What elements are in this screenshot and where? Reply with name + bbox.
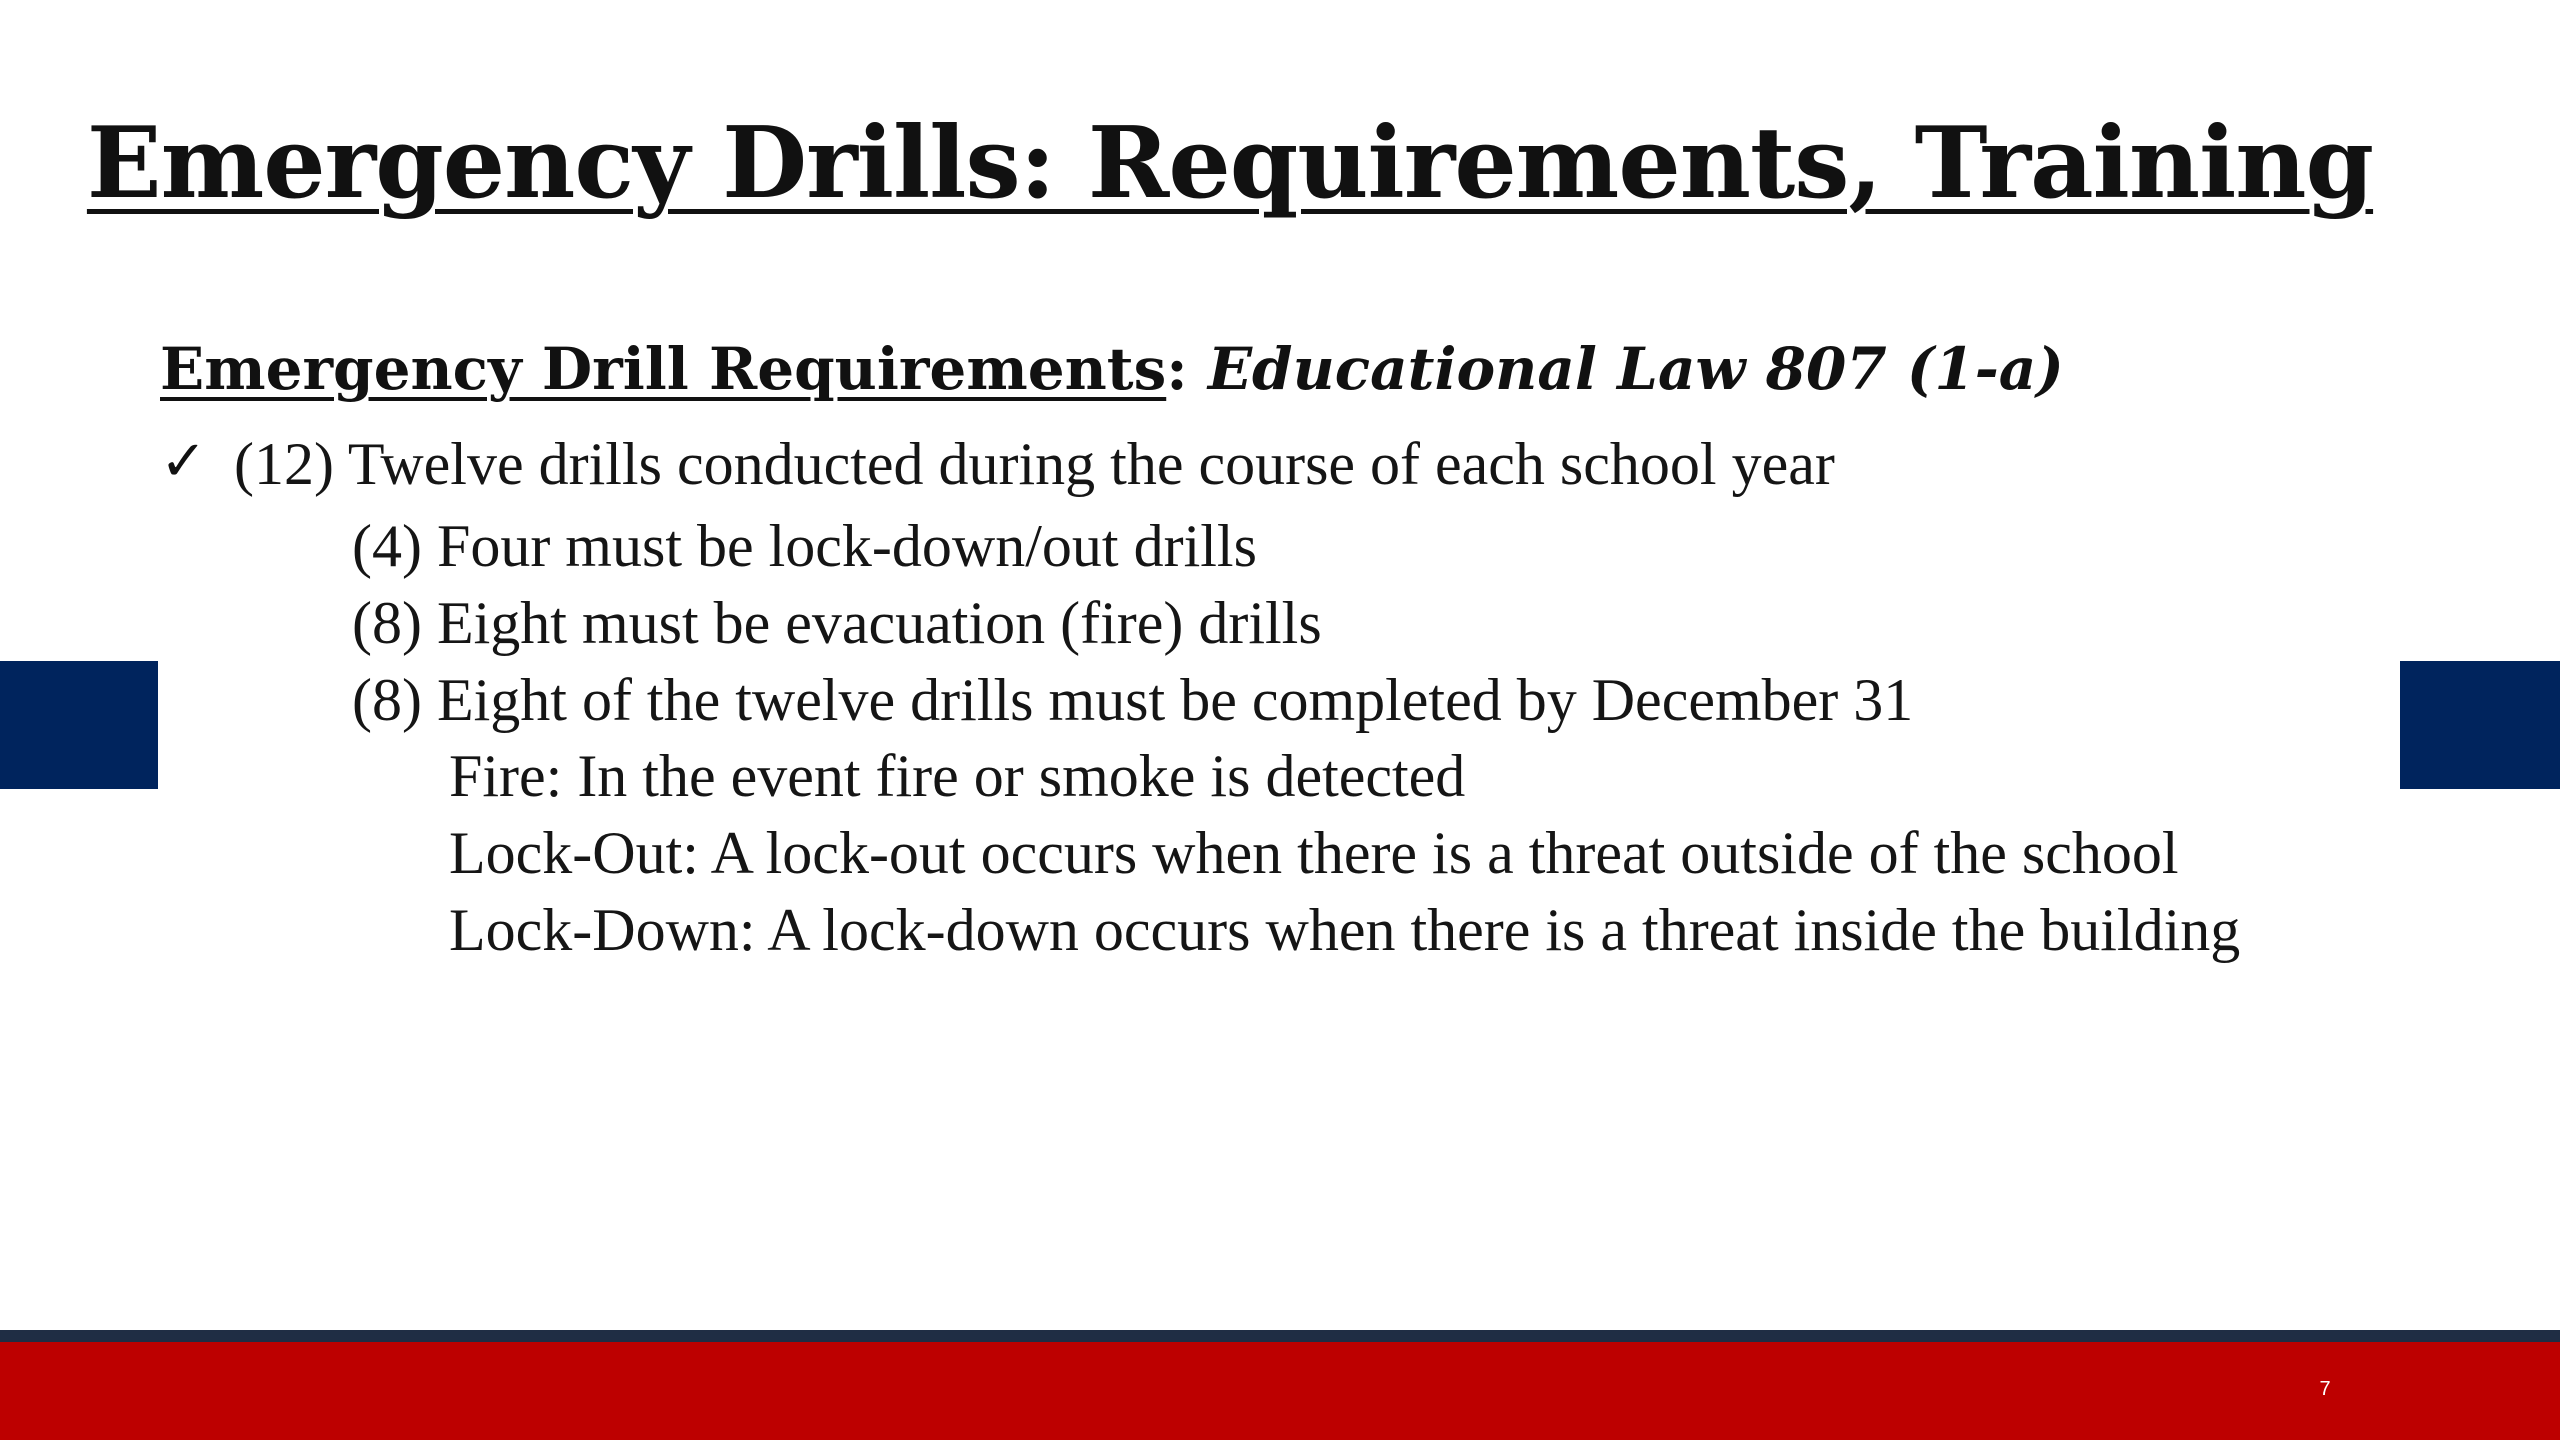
footer-bar: [0, 1342, 2560, 1440]
slide-title: Emergency Drills: Requirements, Training: [86, 106, 2374, 221]
definition-fire: Fire: In the event fire or smoke is detected: [449, 743, 1466, 809]
page-number: 7: [2319, 1378, 2331, 1400]
section-heading-label: Emergency Drill Requirements: [160, 335, 1167, 403]
right-accent-block: [2400, 661, 2560, 789]
requirement-line-main: (12) Twelve drills conducted during the course of each school year: [234, 431, 1835, 497]
requirement-line-evacuation: (8) Eight must be evacuation (fire) drills: [352, 590, 1322, 656]
footer-divider: [0, 1330, 2560, 1342]
section-heading: [160, 335, 2064, 405]
checkmark-icon: ✓: [160, 429, 207, 494]
requirement-line-december: (8) Eight of the twelve drills must be completed by December 31: [352, 667, 1914, 733]
left-accent-block: [0, 661, 158, 789]
definition-lock-down: Lock-Down: A lock-down occurs when there is a threat inside the building: [449, 897, 2241, 963]
section-heading-separator: :: [1166, 335, 1208, 403]
requirement-line-lockdown: (4) Four must be lock-down/out drills: [352, 513, 1257, 579]
definition-lock-out: Lock-Out: A lock-out occurs when there is a threat outside of the school: [449, 820, 2179, 886]
section-heading-law: Educational Law 807 (1-a): [1207, 335, 2064, 403]
